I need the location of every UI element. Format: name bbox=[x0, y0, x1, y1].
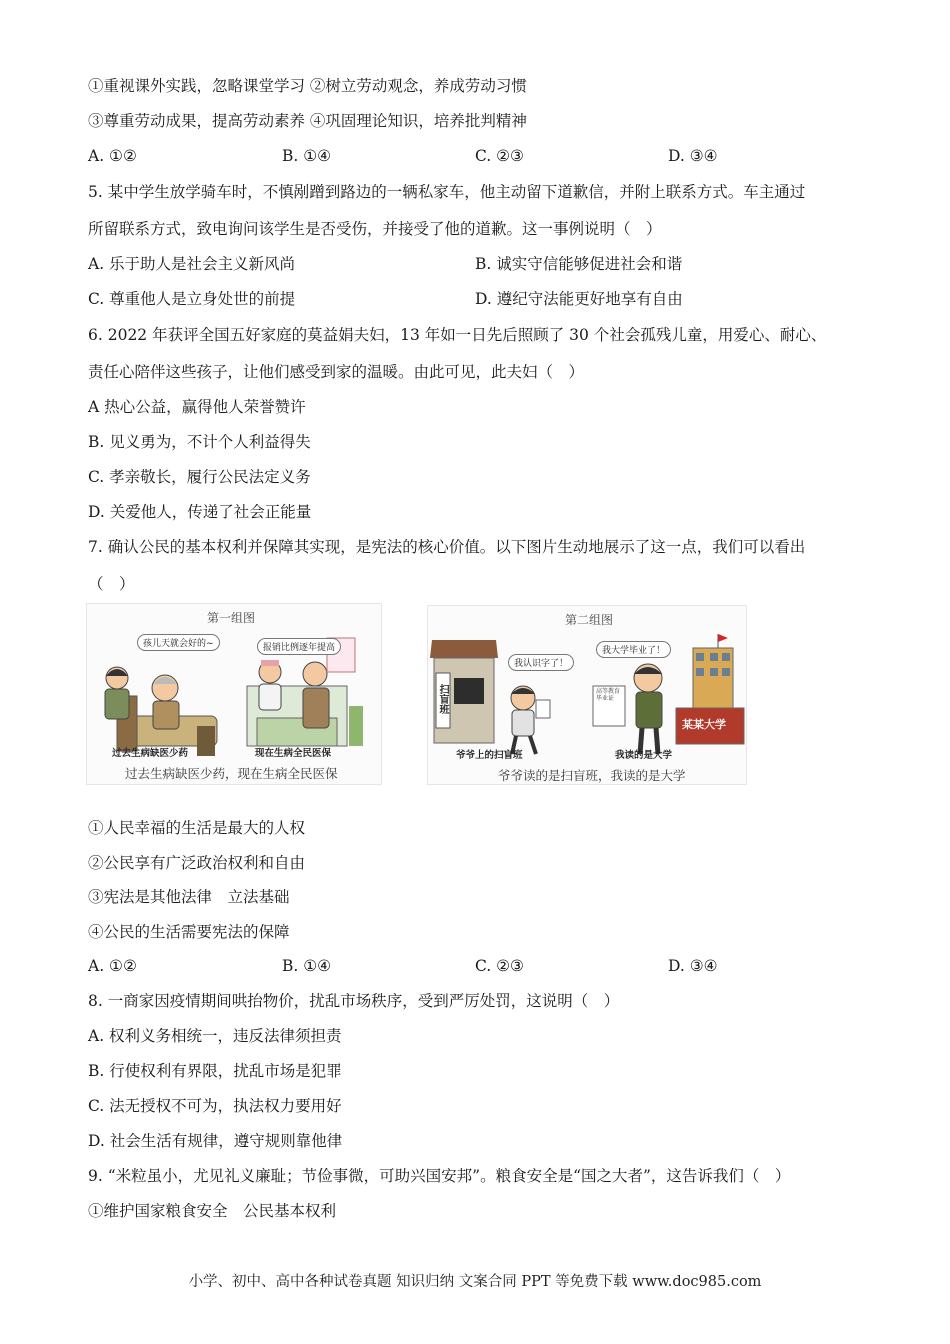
q8-option-b: B. 行使权利有界限，扰乱市场是犯罪 bbox=[88, 1062, 342, 1080]
figure-2-university-sign: 某某大学 bbox=[682, 718, 726, 731]
q8-option-d: D. 社会生活有规律，遵守规则靠他律 bbox=[88, 1132, 343, 1150]
q4-statement-line-1: ①重视课外实践，忽略课堂学习 ②树立劳动观念，养成劳动习惯 bbox=[88, 77, 527, 95]
q7-stem-line-1: 7. 确认公民的基本权利并保障其实现，是宪法的核心价值。以下图片生动地展示了这一点，我们可以看出 bbox=[88, 538, 806, 556]
figure-1-sub-right: 现在生病全民医保 bbox=[255, 748, 332, 759]
q7-option-b: B. ①④ bbox=[282, 957, 332, 975]
q4-option-b: B. ①④ bbox=[282, 147, 332, 165]
figure-2-sub-right: 我读的是大学 bbox=[615, 750, 673, 761]
figure-group-1 bbox=[86, 603, 382, 785]
q6-stem-line-1: 6. 2022 年获评全国五好家庭的莫益娟夫妇，13 年如一日先后照顾了 30 个社会孤残儿童，用爱心、耐心、 bbox=[88, 326, 827, 344]
q5-option-d: D. 遵纪守法能更好地享有自由 bbox=[475, 290, 683, 308]
figure-2-sub-left: 爷爷上的扫盲班 bbox=[456, 750, 523, 761]
figure-1-speech-left: 孩儿天就会好的~ bbox=[137, 634, 220, 651]
figure-2-caption: 爷爷读的是扫盲班，我读的是大学 bbox=[498, 768, 686, 783]
q6-option-a: A 热心公益，赢得他人荣誉赞许 bbox=[88, 398, 306, 416]
q6-stem-line-2: 责任心陪伴这些孩子，让他们感受到家的温暖。由此可见，此夫妇（ ） bbox=[88, 363, 585, 381]
q8-option-a: A. 权利义务相统一，违反法律须担责 bbox=[88, 1027, 342, 1045]
q8-stem: 8. 一商家因疫情期间哄抬物价，扰乱市场秩序，受到严厉处罚，这说明（ ） bbox=[88, 992, 620, 1010]
q5-option-b: B. 诚实守信能够促进社会和谐 bbox=[475, 255, 683, 273]
q9-stem: 9. “米粒虽小，尤见礼义廉耻；节俭事微，可助兴国安邦”。粮食安全是“国之大者”，这告诉我们（ ） bbox=[88, 1167, 791, 1185]
q6-option-c: C. 孝亲敬长，履行公民法定义务 bbox=[88, 468, 311, 486]
q7-option-d: D. ③④ bbox=[668, 957, 718, 975]
figure-2-speech-left: 我认识字了！ bbox=[508, 654, 574, 671]
q8-option-c: C. 法无授权不可为，执法权力要用好 bbox=[88, 1097, 342, 1115]
q5-stem-line-2: 所留联系方式，致电询问该学生是否受伤，并接受了他的道歉。这一事例说明（ ） bbox=[88, 220, 662, 238]
q7-statement-1: ①人民幸福的生活是最大的人权 bbox=[88, 819, 306, 837]
figure-1-caption: 过去生病缺医少药，现在生病全民医保 bbox=[125, 766, 338, 781]
q9-statement-1: ①维护国家粮食安全 公民基本权利 bbox=[88, 1202, 337, 1220]
q6-option-b: B. 见义勇为，不计个人利益得失 bbox=[88, 433, 311, 451]
q7-statement-3: ③宪法是其他法律 立法基础 bbox=[88, 888, 290, 906]
figure-group-2 bbox=[427, 605, 747, 785]
q4-option-d: D. ③④ bbox=[668, 147, 718, 165]
figure-2-speech-right: 我大学毕业了！ bbox=[596, 641, 671, 658]
q5-option-a: A. 乐于助人是社会主义新风尚 bbox=[88, 255, 296, 273]
q7-statement-4: ④公民的生活需要宪法的保障 bbox=[88, 923, 290, 941]
q7-stem-line-2: （ ） bbox=[88, 575, 135, 593]
q4-option-a: A. ①② bbox=[88, 147, 137, 165]
figure-2-title: 第二组图 bbox=[565, 613, 614, 627]
q7-statement-2: ②公民享有广泛政治权利和自由 bbox=[88, 854, 306, 872]
figure-2-sign: 扫盲班 bbox=[437, 684, 448, 714]
q7-option-a: A. ①② bbox=[88, 957, 137, 975]
page-footer: 小学、初中、高中各种试卷真题 知识归纳 文案合同 PPT 等免费下载 www.doc985.com bbox=[188, 1274, 762, 1290]
figure-1-title: 第一组图 bbox=[207, 611, 256, 625]
q5-option-c: C. 尊重他人是立身处世的前提 bbox=[88, 290, 296, 308]
figure-1-speech-right: 报销比例逐年提高 bbox=[257, 638, 341, 655]
q4-option-c: C. ②③ bbox=[475, 147, 524, 165]
figure-1-sub-left: 过去生病缺医少药 bbox=[112, 748, 189, 759]
q4-statement-line-2: ③尊重劳动成果，提高劳动素养 ④巩固理论知识，培养批判精神 bbox=[88, 112, 527, 130]
q7-option-c: C. ②③ bbox=[475, 957, 524, 975]
figure-2-certificate: 高等教育毕业证 bbox=[596, 688, 621, 702]
q6-option-d: D. 关爱他人，传递了社会正能量 bbox=[88, 503, 312, 521]
q5-stem-line-1: 5. 某中学生放学骑车时，不慎剐蹭到路边的一辆私家车，他主动留下道歉信，并附上联系方式。车主通过 bbox=[88, 183, 806, 201]
